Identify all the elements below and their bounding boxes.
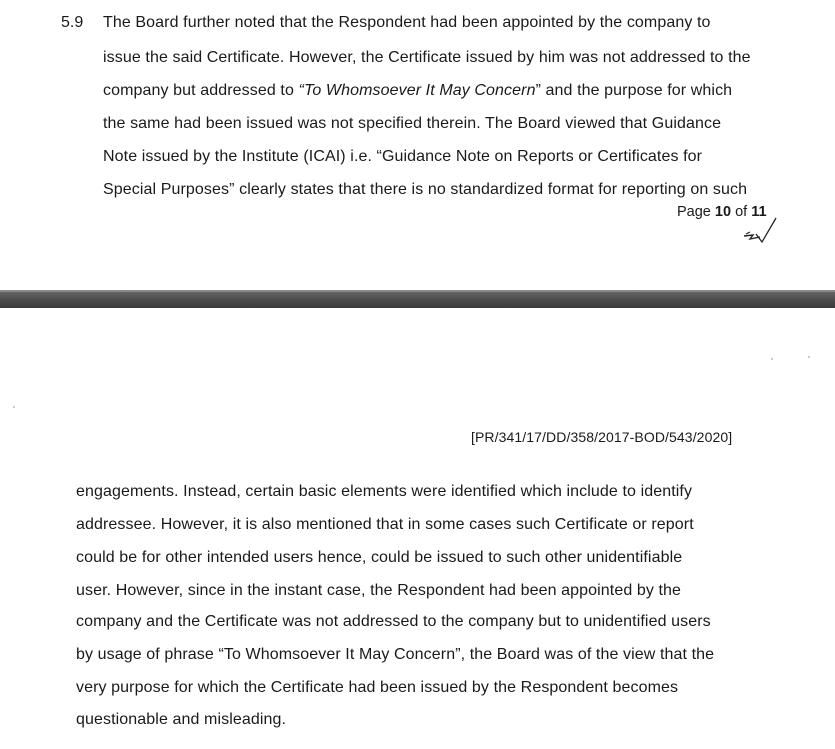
case-reference-number: [PR/341/17/DD/358/2017-BOD/543/2020] [471,429,733,445]
paragraph-line: issue the said Certificate. However, the Certificate issued by him was not addressed to the [103,49,751,66]
scan-speck [808,356,810,358]
paragraph-line: addressee. However, it is also mentioned that in some cases such Certificate or report [76,516,694,533]
paragraph-line: could be for other intended users hence, could be issued to such other unidentifiable [76,549,683,566]
page-label: Page [677,204,715,220]
page-of-label: of [731,204,752,220]
paragraph-line: very purpose for which the Certificate had been issued by the Respondent becomes [76,679,679,696]
paragraph-line [103,82,732,100]
current-page-number: 10 [714,204,732,220]
paragraph-line: user. However, since in the instant case, the Respondent had been appointed by the [76,582,682,599]
document-page-top [0,0,835,290]
paragraph-line: Note issued by the Institute (ICAI) i.e. “Guidance Note on Reports or Certificates for [103,148,703,165]
paragraph-line: the same had been issued was not specified therein. The Board viewed that Guidance [103,115,722,132]
paragraph-line: Special Purposes” clearly states that there is no standardized format for reporting on such [103,181,748,198]
paragraph-number: 5.9 [61,14,84,31]
scan-speck [13,406,15,408]
paragraph-line: by usage of phrase “To Whomsoever It May Concern”, the Board was of the view that the [76,646,715,663]
scan-speck [771,358,773,360]
initials-signature-icon [740,214,780,248]
paragraph-line: questionable and misleading. [76,711,287,728]
line-text-after: ” and the purpose for which [535,82,733,99]
paragraph-line: engagements. Instead, certain basic elements were identified which include to identify [76,483,693,500]
paragraph-line: company and the Certificate was not addressed to the company but to unidentified users [76,613,711,630]
paragraph-line: The Board further noted that the Respondent had been appointed by the company to [103,14,711,31]
page-separator [0,290,835,308]
quoted-phrase-italic: “To Whomsoever It May Concern [298,82,536,99]
line-text-before: company but addressed to [103,82,299,99]
total-pages-number: 11 [751,204,767,220]
